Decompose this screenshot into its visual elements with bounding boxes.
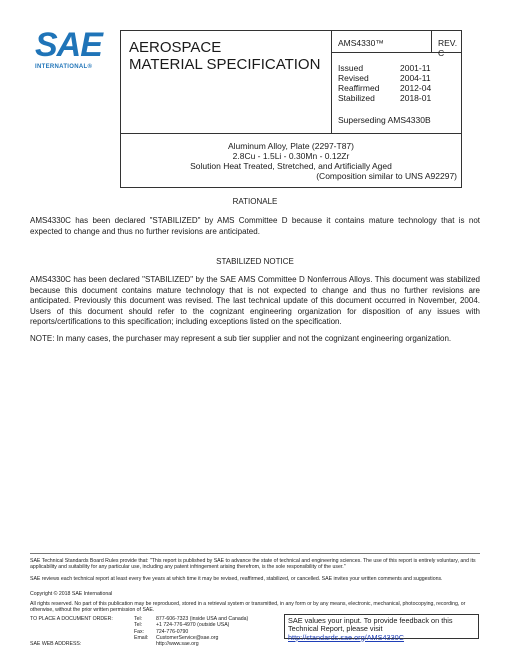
review-statement: SAE reviews each technical report at least every five years at which time it may be revised, reaffirmed, stabilized, or cancelled. SAE invites your written comments and suggestions. bbox=[30, 576, 443, 582]
feedback-box bbox=[284, 614, 479, 642]
phone-link[interactable]: 877-606-7323 (inside USA and Canada) bbox=[156, 616, 249, 622]
rights-statement: All rights reserved. No part of this publication may be reproduced, stored in a retrieval system or transmitted, in any form or by any means, electronic, mechanical, photocopying, recording, or otherwise, without the prior written permission of SAE. bbox=[30, 601, 466, 614]
document-subject bbox=[121, 133, 461, 187]
subject-line: Aluminum Alloy, Plate (2297-T87) bbox=[228, 141, 354, 151]
stabilized-notice-heading: STABILIZED NOTICE bbox=[216, 257, 294, 266]
revision-label: REV. C bbox=[432, 31, 461, 53]
date-row: Stabilized 2018-01 bbox=[338, 93, 432, 103]
fax-number: 724-776-0790 bbox=[156, 628, 189, 635]
website-link[interactable]: http://www.sae.org bbox=[156, 641, 199, 648]
policy-statement: SAE Technical Standards Board Rules provide that: "This report is published by SAE to advance the state of technical and engineering sciences. The use of this report is entirely voluntary, and its applicability and suitability for any particular use, including any patent infringement arising therefrom, is the sole responsibility of the user." bbox=[30, 558, 476, 571]
date-row: Reaffirmed 2012-04 bbox=[338, 83, 432, 93]
note-text: NOTE: In many cases, the purchaser may represent a sub tier supplier and not the cognizant engineering organization. bbox=[30, 334, 452, 343]
date-row: Revised 2004-11 bbox=[338, 73, 431, 83]
document-header bbox=[120, 30, 462, 188]
subject-line: (Composition similar to UNS A92297) bbox=[316, 171, 457, 181]
document-type bbox=[121, 31, 332, 133]
document-number: AMS4330™ bbox=[332, 31, 432, 53]
phone-link[interactable]: +1 724-776-4970 (outside USA) bbox=[156, 622, 230, 629]
stabilized-notice-text: AMS4330C has been declared "STABILIZED" by the SAE AMS Committee D Nonferrous Alloys. This document was stabilized because this document contains mature technology that is not expected to change and thus no further revisions are anticipated. Previously this document was revised. The last technical update of this document occurred in November, 2004. Users of this document should refer to the cognizant engineering organization for disposition of any issues with reports/certifications to this specification; including exceptions listed on the specification. bbox=[30, 275, 480, 326]
document-type-line1: AEROSPACE bbox=[129, 39, 222, 56]
date-block bbox=[332, 53, 461, 133]
document-type-line2: MATERIAL SPECIFICATION bbox=[129, 56, 321, 73]
superseding-note: Superseding AMS4330B bbox=[338, 115, 431, 125]
feedback-text: SAE values your input. To provide feedback on this Technical Report, please visit bbox=[288, 616, 453, 634]
copyright: Copyright © 2018 SAE International bbox=[30, 591, 113, 597]
contact-info: TO PLACE A DOCUMENT ORDER: Tel: 877-606-7323 (inside USA and Canada) Tel: +1 724-776-4970 (outside USA) Fax: 724-776-0790 Email: CustomerService@sae.org SAE WEB ADDRESS: http://www.sae.org bbox=[30, 616, 249, 648]
subject-line: 2.8Cu - 1.5Li - 0.30Mn - 0.12Zr bbox=[232, 151, 350, 161]
feedback-link[interactable]: http://standards.sae.org/AMS4330C bbox=[288, 632, 405, 642]
sae-logo bbox=[35, 28, 100, 76]
logo-subtitle: INTERNATIONAL® bbox=[35, 64, 93, 70]
rationale-heading: RATIONALE bbox=[232, 197, 278, 206]
rationale-text: AMS4330C has been declared "STABILIZED" by AMS Committee D because it contains mature technology that is not expected to change and thus no further revisions are anticipated. bbox=[30, 216, 480, 236]
subject-line: Solution Heat Treated, Stretched, and Artificially Aged bbox=[190, 161, 392, 171]
date-row: Issued 2001-11 bbox=[338, 63, 431, 73]
email-link[interactable]: CustomerService@sae.org bbox=[156, 634, 219, 641]
footer-divider bbox=[30, 553, 480, 554]
logo-mark: SAE bbox=[35, 26, 102, 64]
